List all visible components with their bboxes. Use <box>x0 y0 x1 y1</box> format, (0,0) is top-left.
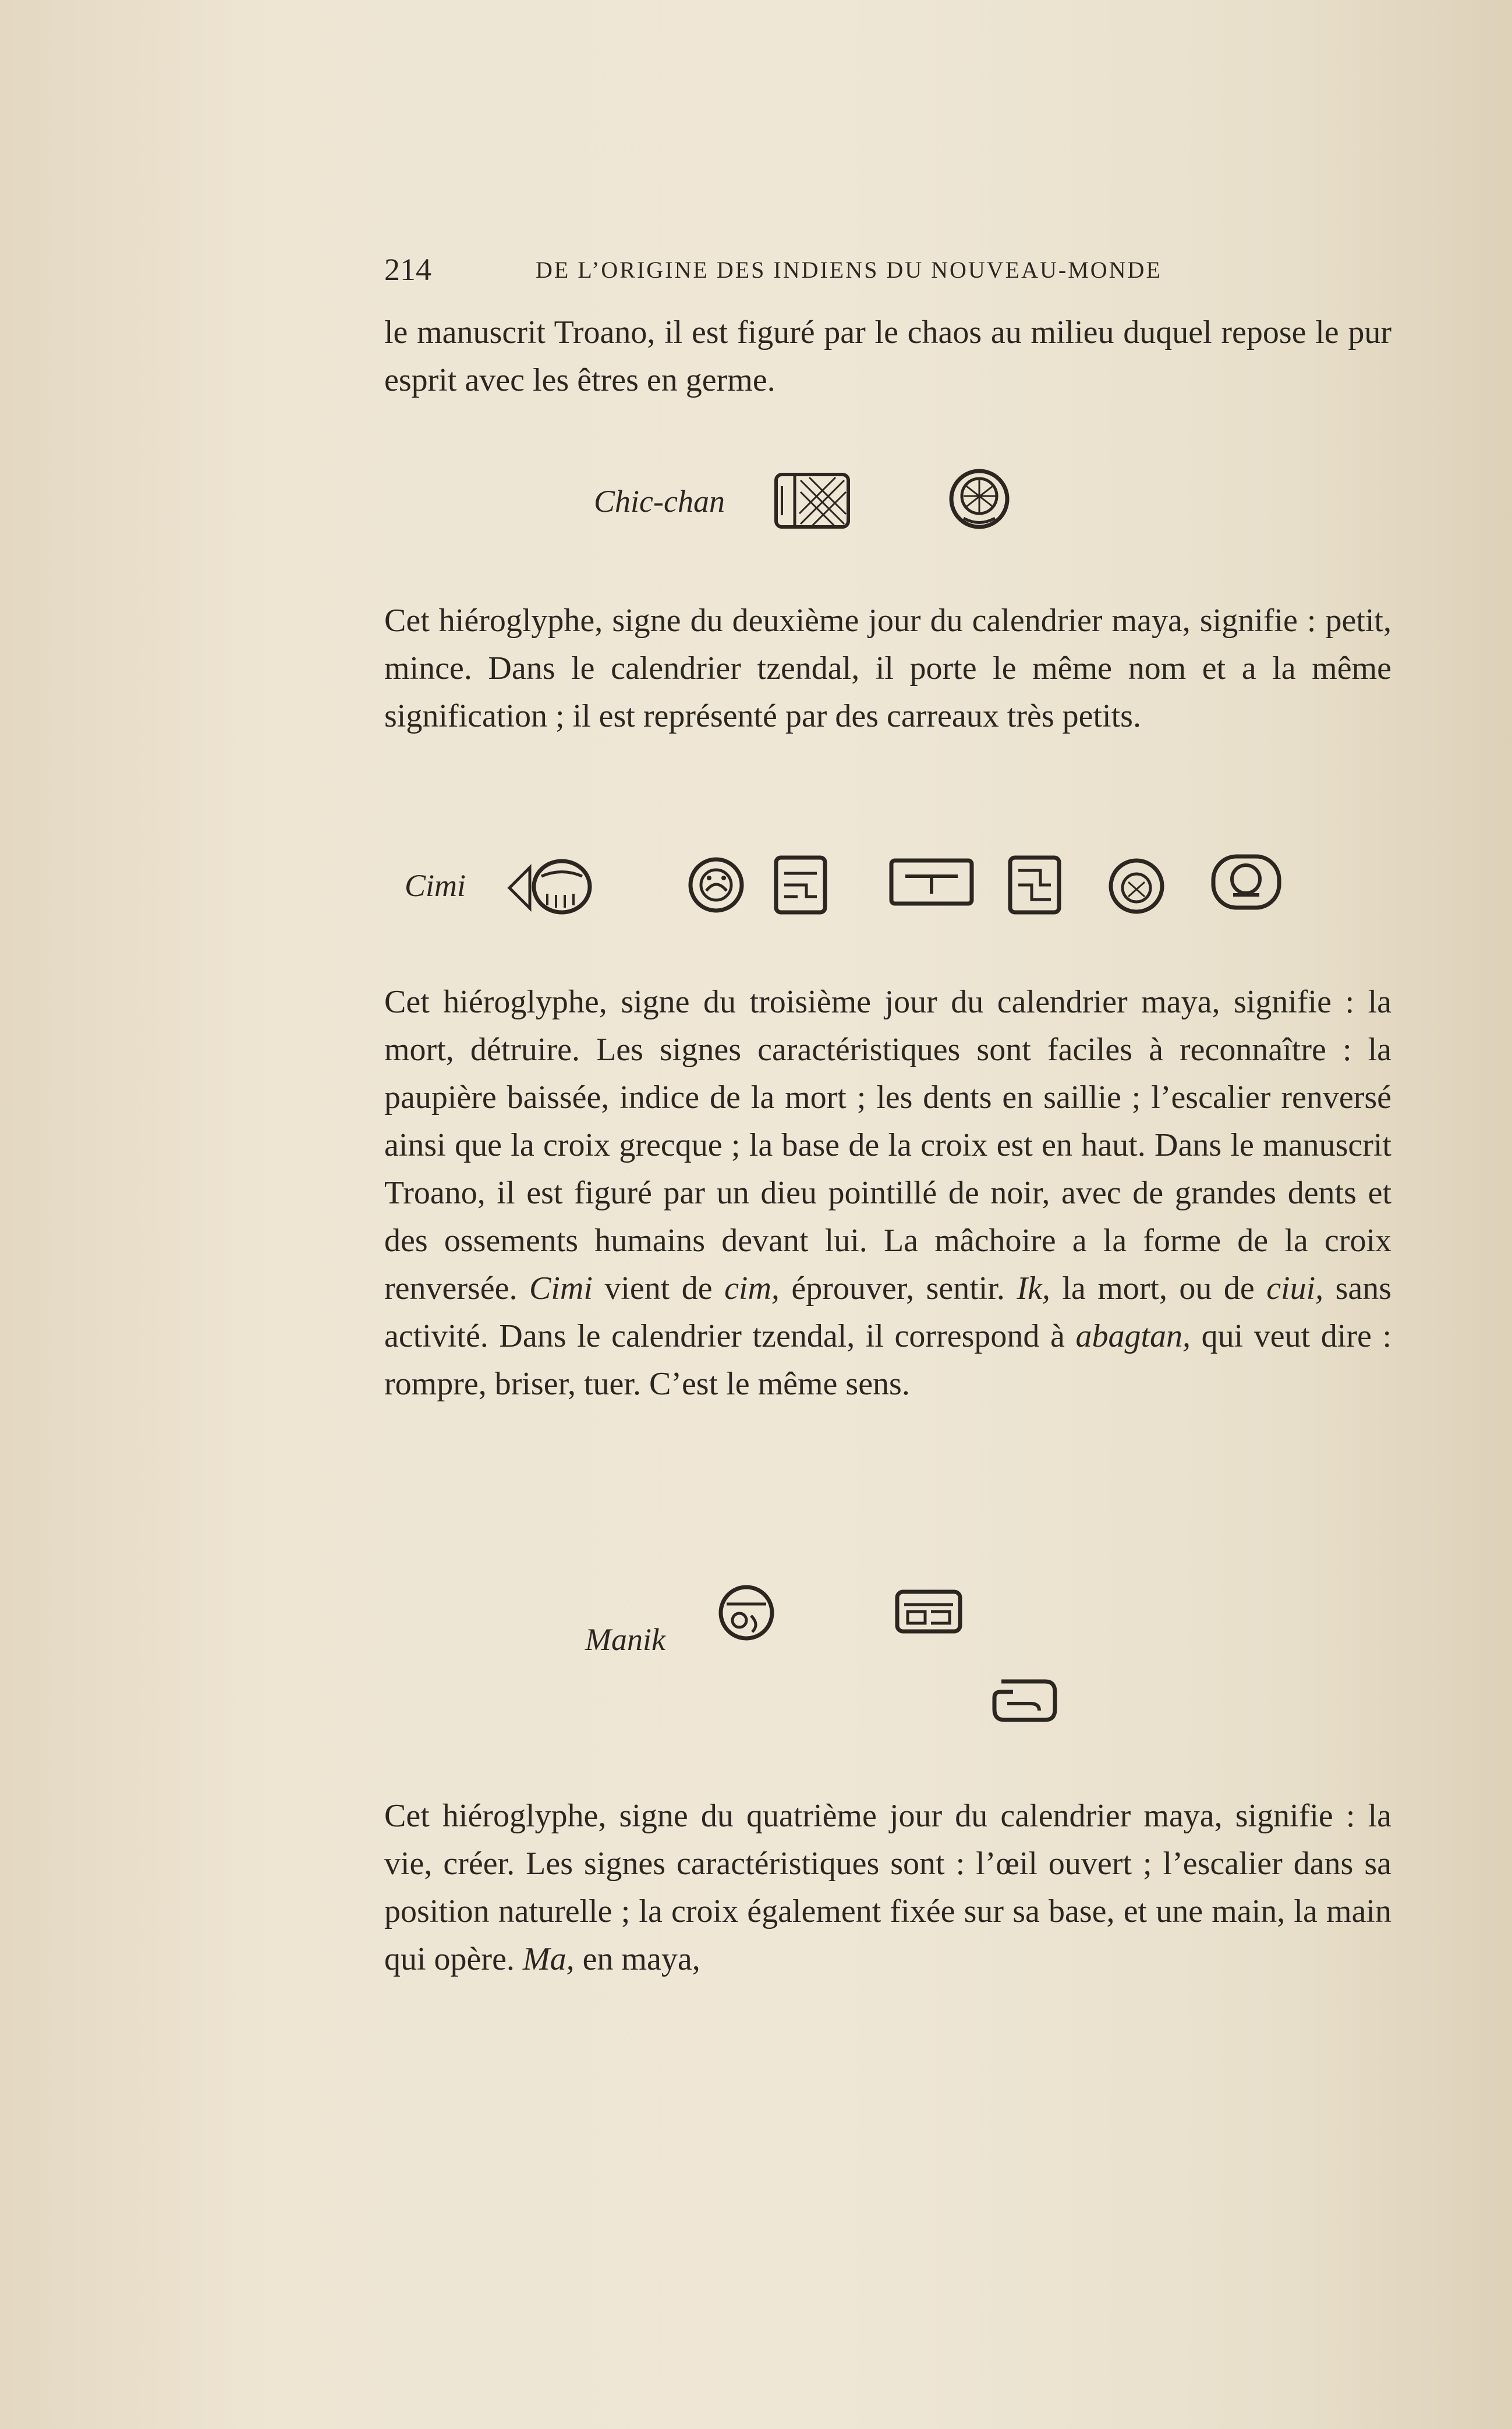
manik-text-a: Cet hiéroglyphe, signe du quatrième jour du calendrier maya, signifie : la vie, créer. Les signes caractéristiques sont : l’œil ouvert ; l’escalier dans sa position naturelle ; la croix également fixée sur sa base, et une main, la main qui opère. <box>384 1798 1391 1977</box>
cimi-glyph-4 <box>888 856 975 908</box>
manik-glyph-2 <box>894 1588 964 1635</box>
page-number: 214 <box>384 252 431 287</box>
manik-glyph-3 <box>990 1676 1060 1725</box>
cimi-term-1: Cimi <box>529 1270 593 1306</box>
chic-chan-paragraph: Cet hiéroglyphe, signe du deuxième jour du calendrier maya, signifie : petit, mince. Dans le calendrier tzendal, il porte le même nom et a la même signification ; il est représenté par des carreaux très petits. <box>384 603 1391 734</box>
cimi-glyph-1 <box>507 853 594 920</box>
chic-chan-glyph-1 <box>771 469 853 533</box>
cimi-text-f: qui veut dire : rompre, briser, tuer. C’est le même sens. <box>384 1318 1392 1402</box>
cimi-text-c: éprouver, sentir. <box>791 1270 1005 1306</box>
manik-label: Manik <box>585 1622 665 1657</box>
intro-paragraph: le manuscrit Troano, il est figuré par le chaos au milieu duquel repose le pur esprit avec les êtres en germe. <box>384 314 1391 398</box>
cimi-text-e: sans activité. Dans le calendrier tzendal, il correspond à <box>384 1270 1392 1354</box>
cimi-glyph-3 <box>771 853 830 917</box>
cimi-term-4: ciui, <box>1266 1270 1324 1306</box>
running-title: DE L’ORIGINE DES INDIENS DU NOUVEAU-MONDE <box>536 257 1162 283</box>
manik-glyph-1 <box>716 1581 777 1645</box>
manik-paragraph <box>384 1792 1391 1983</box>
cimi-term-2: cim, <box>724 1270 780 1306</box>
cimi-glyph-5 <box>1005 853 1064 917</box>
cimi-label: Cimi <box>405 868 466 903</box>
cimi-text-b: vient de <box>604 1270 713 1306</box>
cimi-term-3: Ik, <box>1017 1270 1050 1306</box>
cimi-text-d: la mort, ou de <box>1062 1270 1255 1306</box>
cimi-term-5: abagtan, <box>1075 1318 1191 1354</box>
manik-term-1: Ma, <box>522 1941 575 1977</box>
cimi-glyph-7 <box>1210 853 1283 911</box>
page-header <box>384 252 1275 286</box>
manik-text-b: en maya, <box>582 1941 700 1977</box>
cimi-text-a: Cet hiéroglyphe, signe du troisième jour du calendrier maya, signifie : la mort, détruire. Les signes caractéristiques sont faciles à reconnaître : la paupière baissée, indice de la mort ; les dents en saillie ; l’escalier renversé ainsi que la croix grecque ; la base de la croix est en haut. Dans le manuscrit Troano, il est figuré par un dieu pointillé de noir, avec de grandes dents et des ossements humains devant lui. La mâchoire a la forme de la croix renversée. <box>384 984 1391 1306</box>
cimi-glyph-2 <box>686 855 747 916</box>
chic-chan-label: Chic-chan <box>594 484 725 519</box>
chic-chan-glyph-2 <box>946 466 1013 533</box>
cimi-glyph-6 <box>1106 856 1167 917</box>
cimi-paragraph <box>384 978 1391 1408</box>
